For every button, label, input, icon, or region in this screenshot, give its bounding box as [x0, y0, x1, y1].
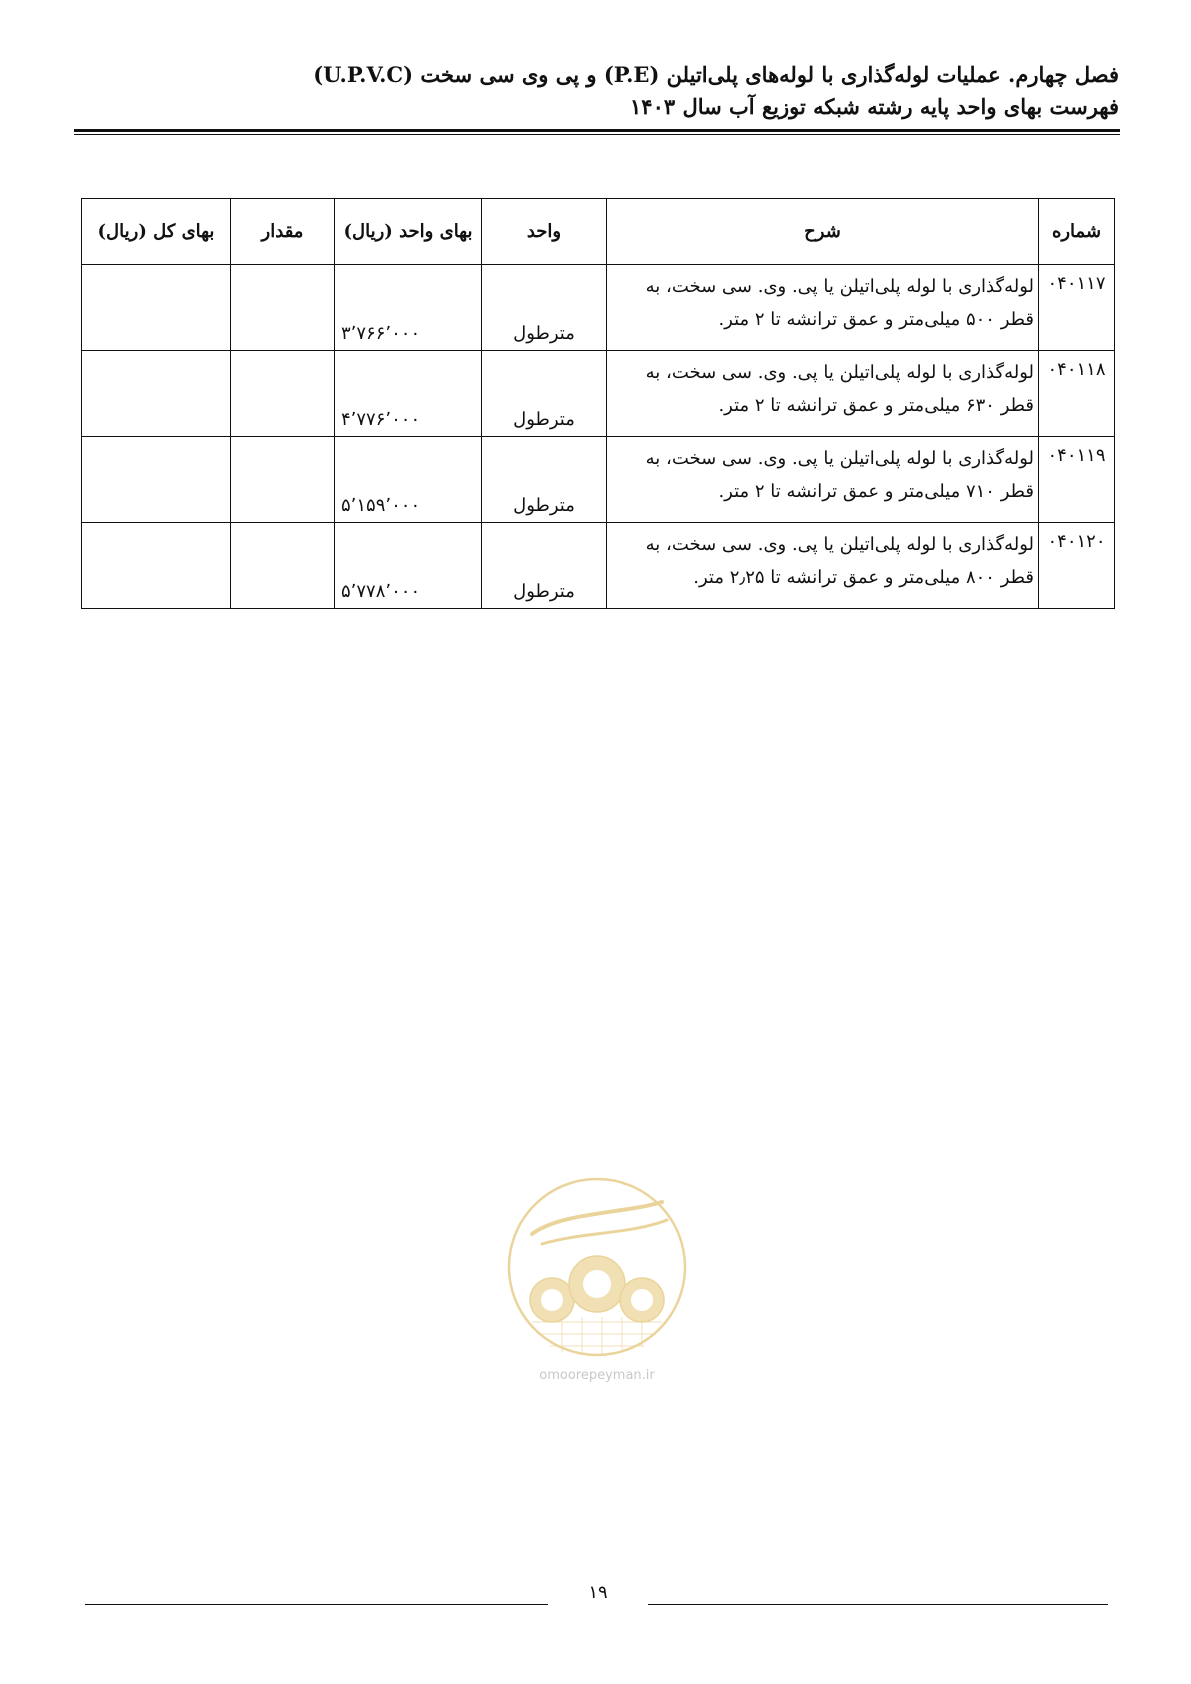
- row-number: ۰۴۰۱۲۰: [1039, 523, 1115, 609]
- row-quantity: [231, 523, 335, 609]
- table-row: [82, 265, 1115, 351]
- row-unit: مترطول: [482, 437, 607, 523]
- row-description: لوله‌گذاری با لوله پلی‌اتیلن یا پی. وی. سی سخت، به قطر ۸۰۰ میلی‌متر و عمق ترانشه تا ۲٫۲۵ متر.: [607, 523, 1039, 609]
- page-subtitle: فهرست بهای واحد پایه رشته شبکه توزیع آب سال ۱۴۰۳: [630, 94, 1119, 119]
- table-row: [82, 351, 1115, 437]
- row-total-price: [82, 351, 231, 437]
- page-number: ۱۹: [588, 1582, 608, 1603]
- row-quantity: [231, 437, 335, 523]
- header-unit: واحد: [482, 199, 607, 265]
- row-description: لوله‌گذاری با لوله پلی‌اتیلن یا پی. وی. سی سخت، به قطر ۵۰۰ میلی‌متر و عمق ترانشه تا ۲ متر.: [607, 265, 1039, 351]
- header-unit-price: بهای واحد (ریال): [335, 199, 482, 265]
- header-number: شماره: [1039, 199, 1115, 265]
- row-unit: مترطول: [482, 523, 607, 609]
- row-description: لوله‌گذاری با لوله پلی‌اتیلن یا پی. وی. سی سخت، به قطر ۶۳۰ میلی‌متر و عمق ترانشه تا ۲ متر.: [607, 351, 1039, 437]
- row-unit-price: ۴٬۷۷۶٬۰۰۰: [335, 351, 482, 437]
- row-total-price: [82, 437, 231, 523]
- footer-rule-right: [648, 1604, 1108, 1605]
- price-list-table: [81, 198, 1115, 609]
- header-divider-thick: [74, 129, 1120, 132]
- header-total-price: بهای کل (ریال): [82, 199, 231, 265]
- table-row: [82, 523, 1115, 609]
- row-total-price: [82, 265, 231, 351]
- row-unit-price: ۵٬۷۷۸٬۰۰۰: [335, 523, 482, 609]
- watermark-url: omoorepeyman.ir: [539, 1368, 655, 1383]
- row-unit-price: ۵٬۱۵۹٬۰۰۰: [335, 437, 482, 523]
- table-header-row: [82, 199, 1115, 265]
- row-quantity: [231, 265, 335, 351]
- row-total-price: [82, 523, 231, 609]
- watermark-logo: [502, 1172, 692, 1382]
- row-description: لوله‌گذاری با لوله پلی‌اتیلن یا پی. وی. سی سخت، به قطر ۷۱۰ میلی‌متر و عمق ترانشه تا ۲ متر.: [607, 437, 1039, 523]
- footer-rule-left: [85, 1604, 548, 1605]
- row-number: ۰۴۰۱۱۸: [1039, 351, 1115, 437]
- row-quantity: [231, 351, 335, 437]
- row-unit: مترطول: [482, 351, 607, 437]
- row-number: ۰۴۰۱۱۷: [1039, 265, 1115, 351]
- row-unit: مترطول: [482, 265, 607, 351]
- header-description: شرح: [607, 199, 1039, 265]
- table-row: [82, 437, 1115, 523]
- header-divider-thin: [74, 134, 1120, 135]
- gear-seal-icon: [502, 1172, 692, 1364]
- row-unit-price: ۳٬۷۶۶٬۰۰۰: [335, 265, 482, 351]
- page-title: فصل چهارم. عملیات لوله‌گذاری با لوله‌های پلی‌اتیلن (P.E) و پی وی سی سخت (U.P.V.C): [313, 62, 1119, 87]
- header-quantity: مقدار: [231, 199, 335, 265]
- row-number: ۰۴۰۱۱۹: [1039, 437, 1115, 523]
